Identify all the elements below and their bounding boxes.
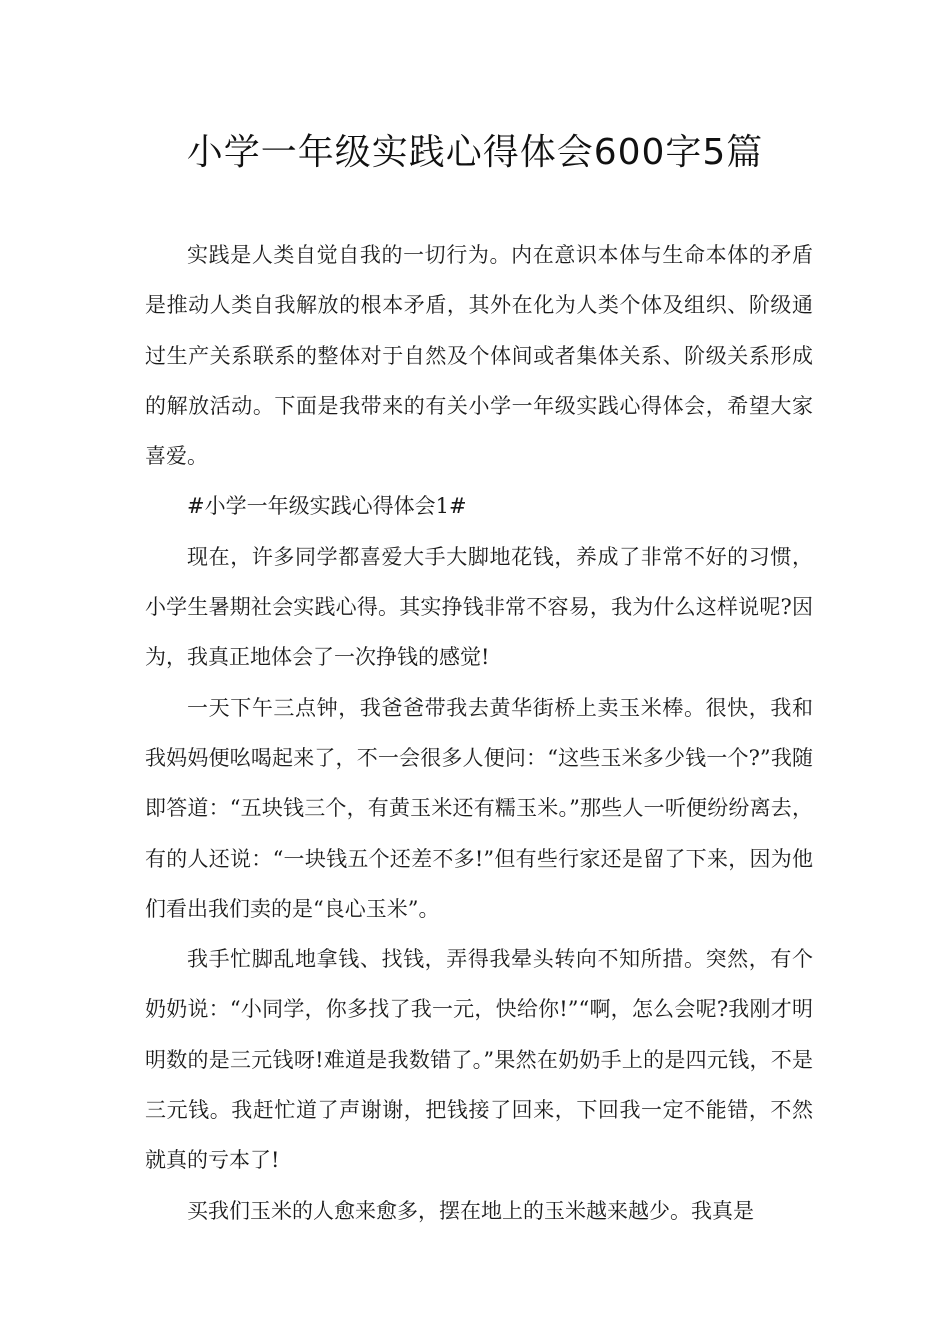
paragraph: 一天下午三点钟，我爸爸带我去黄华街桥上卖玉米棒。很快，我和我妈妈便吆喝起来了，不一会很多人便问：“这些玉米多少钱一个?”我随即答道：“五块钱三个，有黄玉米还有糯玉米。”那些人一听便纷纷离去，有的人还说：“一块钱五个还差不多!”但有些行家还是留了下来，因为他们看出我们卖的是“良心玉米”。 xyxy=(145,695,813,921)
paragraph: 我手忙脚乱地拿钱、找钱，弄得我晕头转向不知所措。突然，有个奶奶说：“小同学，你多找了我一元，快给你!”“啊，怎么会呢?我刚才明明数的是三元钱呀!难道是我数错了。”果然在奶奶手上的是四元钱，不是三元钱。我赶忙道了声谢谢，把钱接了回来，下回我一定不能错，不然就真的亏本了! xyxy=(145,947,813,1173)
paragraph: 实践是人类自觉自我的一切行为。内在意识本体与生命本体的矛盾是推动人类自我解放的根本矛盾，其外在化为人类个体及组织、阶级通过生产关系联系的整体对于自然及个体间或者集体关系、阶级关系形成的解放活动。下面是我带来的有关小学一年级实践心得体会，希望大家喜爱。 xyxy=(145,243,813,469)
document-title: 小学一年级实践心得体会600字5篇 xyxy=(186,132,764,173)
section-heading: #小学一年级实践心得体会1# xyxy=(187,494,467,519)
document-body xyxy=(145,230,813,1236)
paragraph: 现在，许多同学都喜爱大手大脚地花钱，养成了非常不好的习惯，小学生暑期社会实践心得。其实挣钱非常不容易，我为什么这样说呢?因为，我真正地体会了一次挣钱的感觉! xyxy=(145,544,813,670)
paragraph: 买我们玉米的人愈来愈多，摆在地上的玉米越来越少。我真是 xyxy=(187,1198,754,1223)
